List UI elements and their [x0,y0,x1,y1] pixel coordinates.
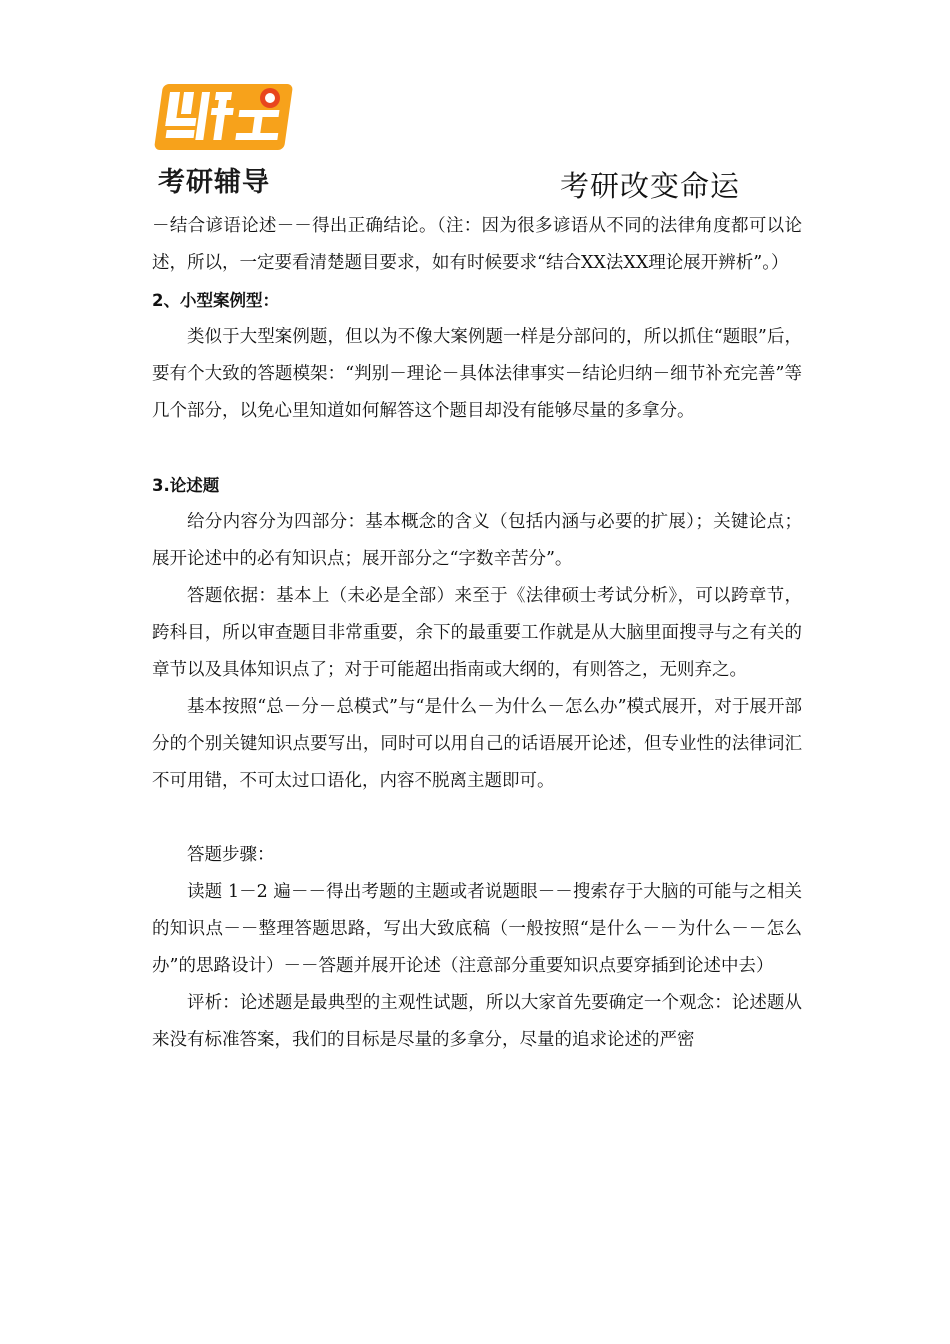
document-body [152,208,802,1059]
paragraph-continuation: －结合谚语论述－－得出正确结论。（注：因为很多谚语从不同的法律角度都可以论述，所以，一定要看清楚题目要求，如有时候要求“结合XX法XX理论展开辨析”。） [152,216,802,273]
paragraph-steps: 读题 1－2 遍－－得出考题的主题或者说题眼－－搜索存于大脑的可能与之相关的知识点－－整理答题思路，写出大致底稿（一般按照“是什么－－为什么－－怎么办”的思路设计）－－答题并展开论述（注意部分重要知识点要穿插到论述中去） [152,882,802,976]
paragraph-analysis: 评析：论述题是最典型的主观性试题，所以大家首先要确定一个观念：论述题从来没有标准答案，我们的目标是尽量的多拿分，尽量的追求论述的严密 [152,993,802,1050]
page-header [0,0,950,210]
paragraph-scoring: 给分内容分为四部分：基本概念的含义（包括内涵与必要的扩展）；关键论点；展开论述中的必有知识点；展开部分之“字数辛苦分”。 [152,512,802,569]
section-heading-essay: 3.论述题 [152,476,220,495]
section-heading-small-case: 2、小型案例型： [152,291,279,310]
paragraph-pattern: 基本按照“总－分－总模式”与“是什么－为什么－怎么办”模式展开，对于展开部分的个别关键知识点要写出，同时可以用自己的话语展开论述，但专业性的法律词汇不可用错，不可太过口语化，内容不脱离主题即可。 [152,697,802,791]
logo-mark-icon [152,63,302,158]
logo-text: 凯程 [152,63,185,82]
logo-caption: 考研辅导 [158,167,270,198]
spacer [152,430,802,467]
paragraph-steps-label: 答题步骤： [187,845,275,865]
paragraph-small-case: 类似于大型案例题，但以为不像大案例题一样是分部问的，所以抓住“题眼”后，要有个大致的答题模架：“判别－理论－具体法律事实－结论归纳－细节补充完善”等几个部分，以免心里知道如何解答这个题目却没有能够尽量的多拿分。 [152,327,802,421]
spacer [152,800,802,837]
slogan: 考研改变命运 [560,169,741,203]
kaicheng-logo [152,63,302,198]
paragraph-basis: 答题依据：基本上（未必是全部）来至于《法律硕士考试分析》，可以跨章节，跨科目，所以审查题目非常重要，余下的最重要工作就是从大脑里面搜寻与之有关的章节以及具体知识点了；对于可能超出指南或大纲的，有则答之，无则弃之。 [152,586,802,680]
